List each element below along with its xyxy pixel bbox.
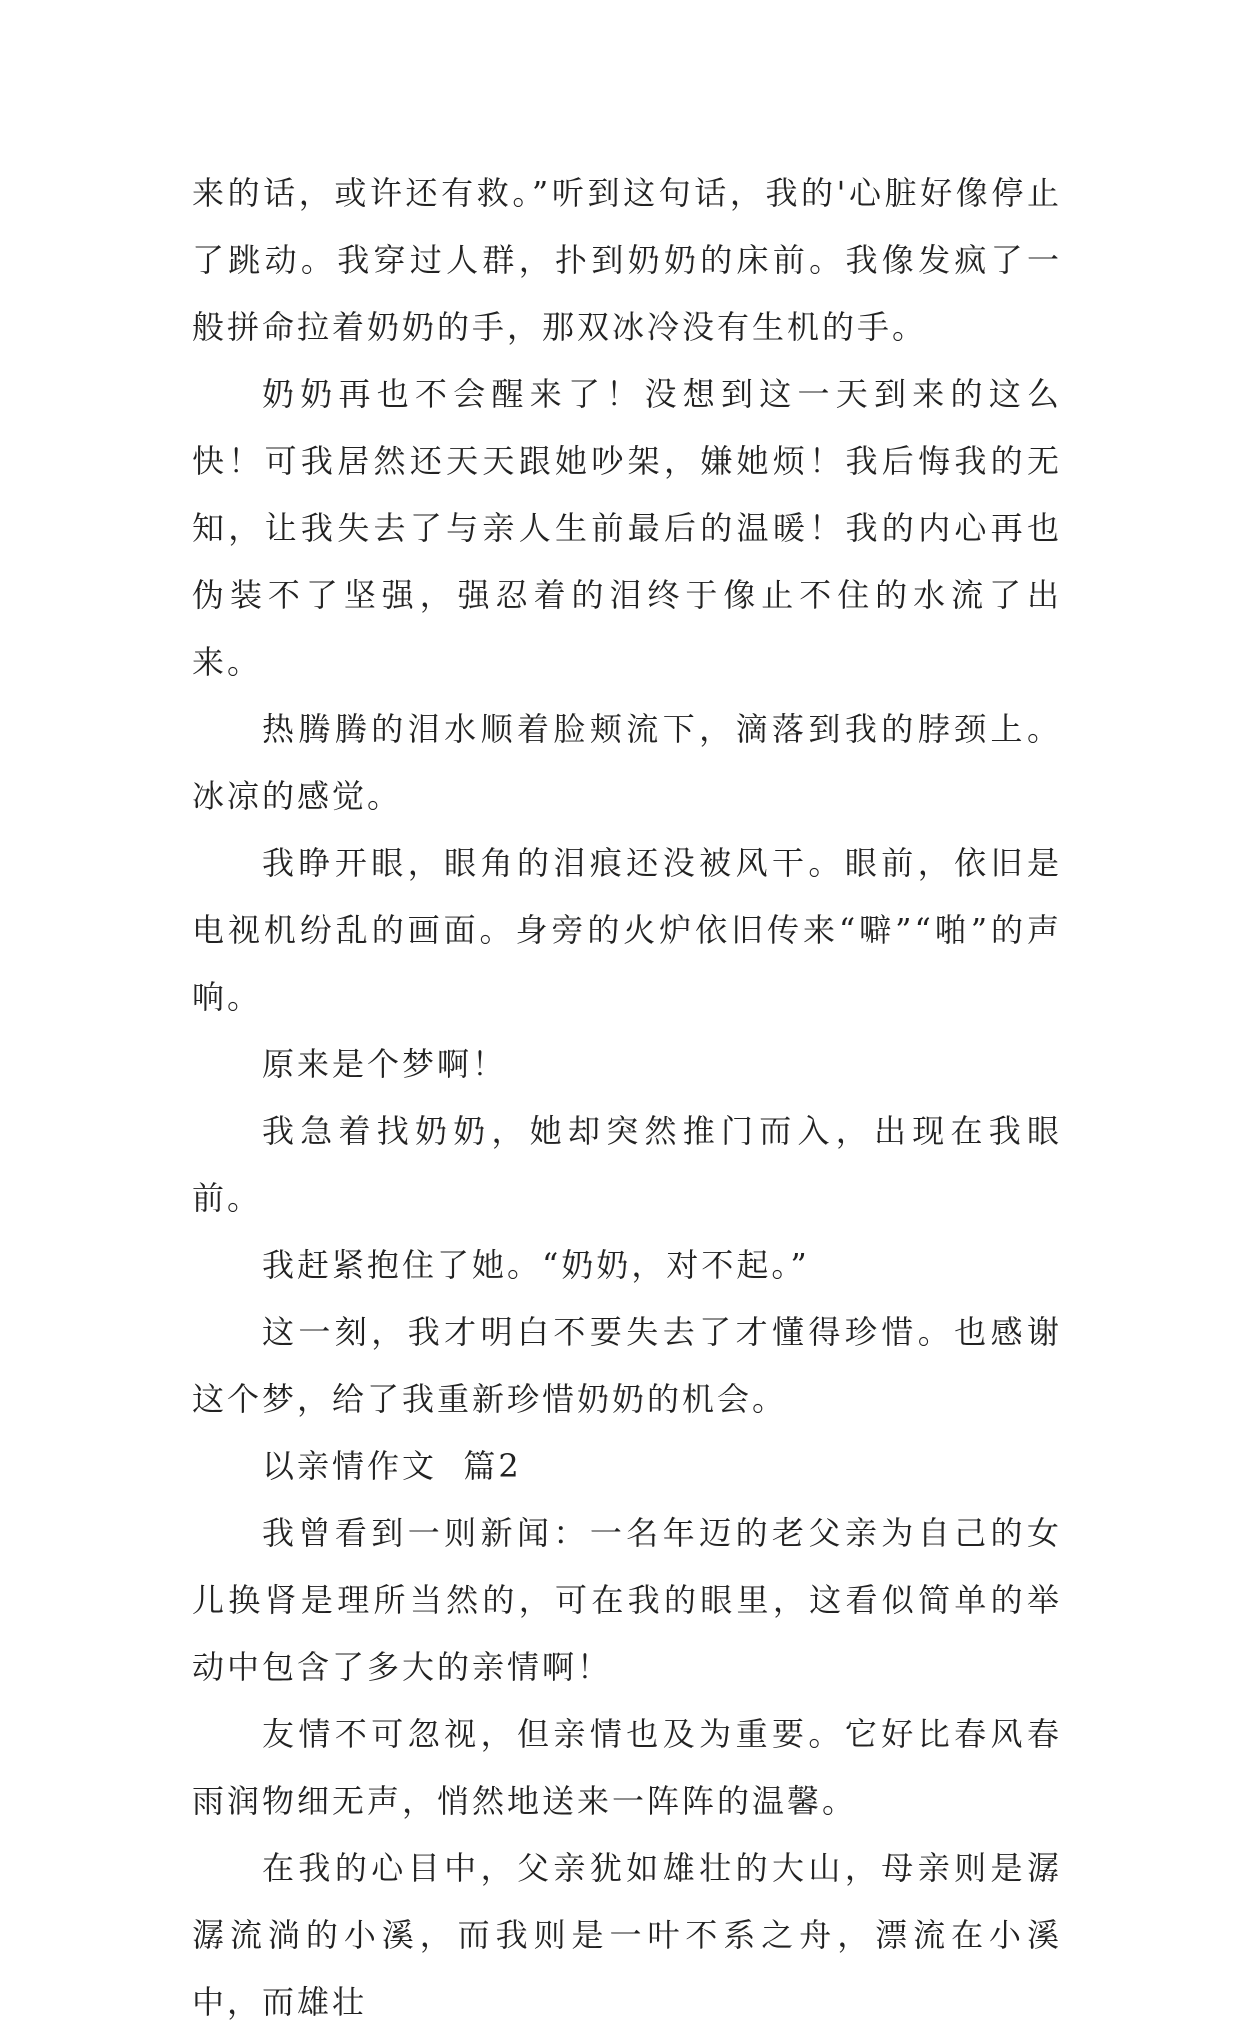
section-heading: 以亲情作文 篇2 (262, 1447, 522, 1485)
paragraph-6: 我急着找奶奶，她却突然推门而入，出现在我眼前。 (192, 1112, 1062, 1217)
paragraph-9: 我曾看到一则新闻：一名年迈的老父亲为自己的女儿换肾是理所当然的，可在我的眼里，这看似简单的举动中包含了多大的亲情啊！ (192, 1514, 1062, 1686)
paragraph-7: 我赶紧抱住了她。“奶奶，对不起。” (262, 1246, 810, 1284)
paragraph-8: 这一刻，我才明白不要失去了才懂得珍惜。也感谢这个梦，给了我重新珍惜奶奶的机会。 (192, 1313, 1062, 1418)
paragraph-5: 原来是个梦啊！ (262, 1045, 508, 1083)
paragraph-11: 在我的心目中，父亲犹如雄壮的大山，母亲则是潺潺流淌的小溪，而我则是一叶不系之舟，漂流在小溪中，而雄壮 (192, 1849, 1062, 2021)
paragraph-2: 奶奶再也不会醒来了！没想到这一天到来的这么快！可我居然还天天跟她吵架，嫌她烦！我后悔我的无知，让我失去了与亲人生前最后的温暖！我的内心再也伪装不了坚强，强忍着的泪终于像止不住的水流了出来。 (192, 375, 1062, 681)
paragraph-3: 热腾腾的泪水顺着脸颊流下，滴落到我的脖颈上。冰凉的感觉。 (192, 710, 1062, 815)
paragraph-1: 来的话，或许还有救。”听到这句话，我的'心脏好像停止了跳动。我穿过人群，扑到奶奶的床前。我像发疯了一般拼命拉着奶奶的手，那双冰冷没有生机的手。 (192, 174, 1062, 346)
paragraph-10: 友情不可忽视，但亲情也及为重要。它好比春风春雨润物细无声，悄然地送来一阵阵的温馨。 (192, 1715, 1062, 1820)
paragraph-4: 我睁开眼，眼角的泪痕还没被风干。眼前，依旧是电视机纷乱的画面。身旁的火炉依旧传来“噼”“啪”的声响。 (192, 844, 1062, 1016)
document-page (192, 160, 1062, 2036)
